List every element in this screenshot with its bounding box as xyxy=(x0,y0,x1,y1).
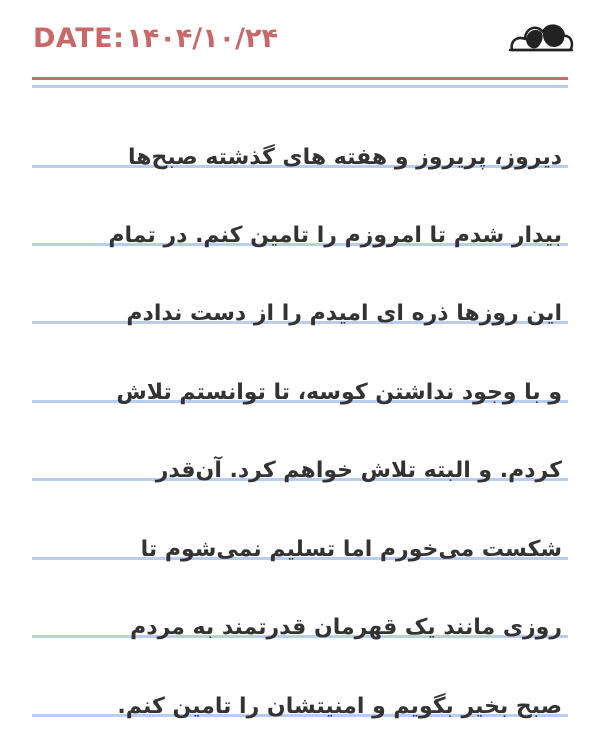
header-rule-blue xyxy=(32,85,568,88)
note-line-5: کردم. و البته تلاش خواهم کرد. آن‌قدر xyxy=(155,458,562,483)
note-line-2: بیدار شدم تا امروزم را تامین کنم. در تمام xyxy=(108,223,562,248)
date-stamp xyxy=(33,20,278,56)
note-line-1: دیروز، پریروز و هفته های گذشته صبح‌ها xyxy=(128,145,562,170)
cloud-icon xyxy=(508,14,574,54)
note-line-4: و با وجود نداشتن کوسه، تا توانستم تلاش xyxy=(116,380,562,405)
note-line-3: این روزها ذره ای امیدم را از دست ندادم xyxy=(126,301,562,326)
note-header xyxy=(0,0,600,95)
note-paper xyxy=(0,100,600,750)
date-label: DATE: xyxy=(33,22,125,54)
note-line-8: صبح بخیر بگویم و امنیتشان را تامین کنم. xyxy=(117,694,562,719)
date-value: ۱۴۰۴/۱۰/۲۴ xyxy=(126,22,278,54)
note-line-7: روزی مانند یک قهرمان قدرتمند به مردم xyxy=(130,615,562,640)
header-rule-red xyxy=(32,77,568,80)
note-line-6: شکست می‌خورم اما تسلیم نمی‌شوم تا xyxy=(140,537,562,562)
